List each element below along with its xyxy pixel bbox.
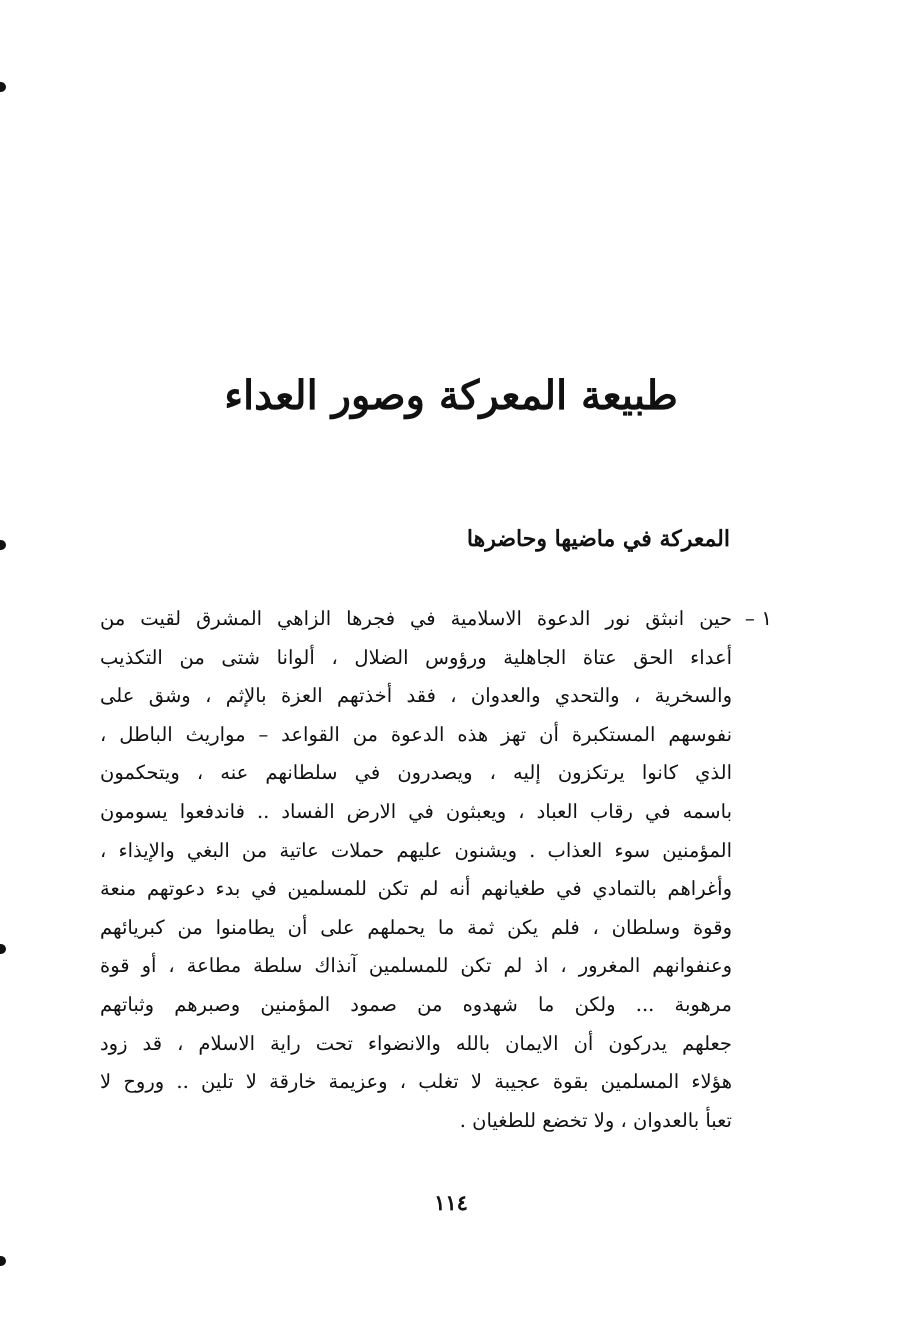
- paragraph-line: وأغراهم بالتمادي في طغيانهم أنه لم تكن للمسلمين في بدء دعوتهم منعة: [100, 877, 732, 901]
- paragraph-line: تعبأ بالعدوان ، ولا تخضع للطغيان .: [459, 1108, 732, 1132]
- page-number: ١١٤: [434, 1190, 468, 1215]
- paragraph-line: جعلهم يدركون أن الايمان بالله والانضواء تحت راية الاسلام ، قد زود: [100, 1031, 732, 1055]
- paragraph-line: الذي كانوا يرتكزون إليه ، ويصدرون في سلطانهم عنه ، ويتحكمون: [100, 761, 732, 785]
- paragraph-number: ١ –: [744, 606, 772, 630]
- paragraph-line: مرهوبة ... ولكن ما شهدوه من صمود المؤمنين وصبرهم وثباتهم: [100, 992, 732, 1016]
- scan-edge-mark: [0, 540, 6, 550]
- chapter-title: طبيعة المعركة وصور العداء: [224, 372, 678, 419]
- paragraph-line: أعداء الحق عتاة الجاهلية ورؤوس الضلال ، ألوانا شتى من التكذيب: [100, 645, 732, 669]
- scan-edge-mark: [0, 944, 6, 954]
- paragraph-line: باسمه في رقاب العباد ، ويعبثون في الارض الفساد .. فاندفعوا يسومون: [100, 799, 732, 823]
- scan-edge-mark: [0, 82, 6, 92]
- paragraph-line: هؤلاء المسلمين بقوة عجيبة لا تغلب ، وعزيمة خارقة لا تلين .. وروح لا: [100, 1070, 732, 1094]
- paragraph-line: والسخرية ، والتحدي والعدوان ، فقد أخذتهم العزة بالإثم ، وشق على: [100, 684, 732, 708]
- paragraph-line: وعنفوانهم المغرور ، اذ لم تكن للمسلمين آنذاك سلطة مطاعة ، أو قوة: [100, 954, 732, 978]
- paragraph-line: المؤمنين سوء العذاب . ويشنون عليهم حملات عاتية من البغي والإيذاء ،: [100, 838, 732, 862]
- paragraph-line: حين انبثق نور الدعوة الاسلامية في فجرها الزاهي المشرق لقيت من: [100, 607, 732, 630]
- paragraph-line: وقوة وسلطان ، فلم يكن ثمة ما يحملهم على أن يطامنوا من كبريائهم: [100, 915, 732, 939]
- section-heading: المعركة في ماضيها وحاضرها: [466, 526, 730, 552]
- scan-edge-mark: [0, 1256, 6, 1266]
- paragraph: [100, 600, 732, 1140]
- paragraph-line: نفوسهم المستكبرة أن تهز هذه الدعوة من القواعد – مواريث الباطل ،: [100, 722, 732, 746]
